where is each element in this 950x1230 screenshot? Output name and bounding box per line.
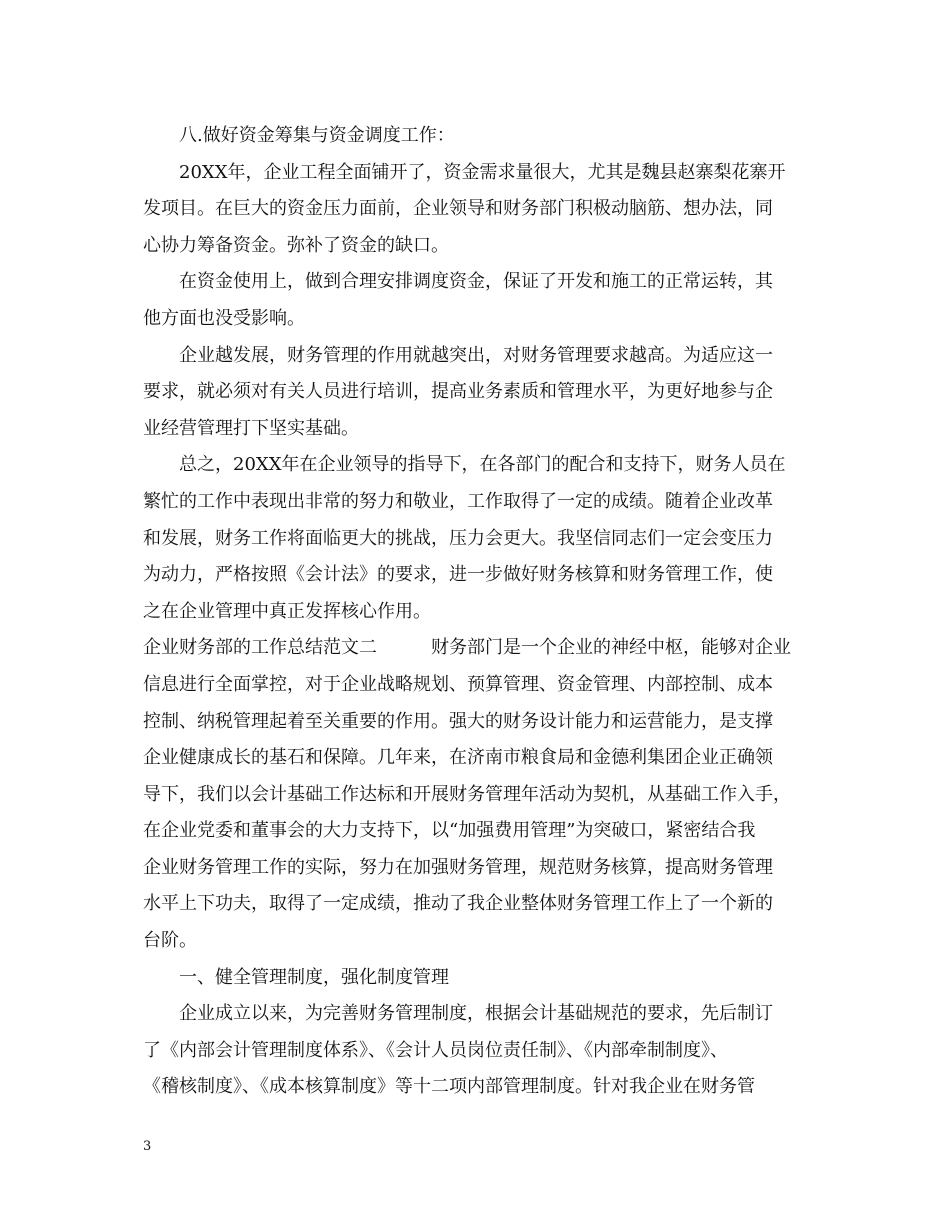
text-line: 在企业党委和董事会的大力支持下，以“加强费用管理”为突破口，紧密结合我 [143, 820, 756, 842]
text-line: 企业健康成长的基石和保障。几年来，在济南市粮食局和金德利集团企业正确领 [143, 747, 773, 769]
text-line: 控制、纳税管理起着至关重要的作用。强大的财务设计能力和运营能力，是支撑 [143, 710, 773, 732]
text-line: 台阶。 [143, 930, 197, 952]
text-line: 企业财务管理工作的实际，努力在加强财务管理，规范财务核算，提高财务管理 [143, 856, 773, 878]
text-line: 繁忙的工作中表现出非常的努力和敬业，工作取得了一定的成绩。随着企业改革 [143, 490, 773, 512]
text-line: 他方面也没受影响。 [143, 307, 305, 329]
text-line: 企业成立以来，为完善财务管理制度，根据会计基础规范的要求，先后制订 [143, 1003, 773, 1025]
text-line: 要求，就必须对有关人员进行培训，提高业务素质和管理水平，为更好地参与企 [143, 381, 773, 403]
text-line: 一、健全管理制度，强化制度管理 [143, 966, 449, 988]
text-line: 之在企业管理中真正发挥核心作用。 [143, 600, 431, 622]
text-line: 发项目。在巨大的资金压力面前，企业领导和财务部门积极动脑筋、想办法，同 [143, 198, 773, 220]
text-line: 了《内部会计管理制度体系》、《会计人员岗位责任制》、《内部牵制制度》、 [143, 1039, 728, 1061]
text-line: 《稽核制度》、《成本核算制度》等十二项内部管理制度。针对我企业在财务管 [143, 1076, 755, 1098]
text-line: 为动力，严格按照《会计法》的要求，进一步做好财务核算和财务管理工作，使 [143, 564, 773, 586]
text-line: 八.做好资金筹集与资金调度工作： [143, 125, 455, 146]
text-line: 在资金使用上，做到合理安排调度资金，保证了开发和施工的正常运转，其 [143, 271, 773, 293]
text-line: 20XX年，企业工程全面铺开了，资金需求量很大，尤其是魏县赵寨梨花寨开 [143, 161, 786, 183]
text-line: 心协力筹备资金。弥补了资金的缺口。 [143, 234, 449, 256]
text-line: 总之，20XX年在企业领导的指导下，在各部门的配合和支持下，财务人员在 [143, 454, 786, 476]
text-line: 导下，我们以会计基础工作达标和开展财务管理年活动为契机，从基础工作入手， [143, 783, 791, 805]
text-line: 信息进行全面掌控，对于企业战略规划、预算管理、资金管理、内部控制、成本 [143, 673, 773, 695]
page-number: 3 [143, 1139, 152, 1154]
text-line: 企业财务部的工作总结范文二 财务部门是一个企业的神经中枢，能够对企业 [143, 637, 791, 659]
text-line: 企业越发展，财务管理的作用就越突出，对财务管理要求越高。为适应这一 [143, 344, 773, 366]
text-line: 和发展，财务工作将面临更大的挑战，压力会更大。我坚信同志们一定会变压力 [143, 527, 773, 549]
text-line: 水平上下功夫，取得了一定成绩，推动了我企业整体财务管理工作上了一个新的 [143, 893, 773, 915]
text-line: 业经营管理打下坚实基础。 [143, 417, 359, 439]
document-body [143, 118, 803, 1106]
